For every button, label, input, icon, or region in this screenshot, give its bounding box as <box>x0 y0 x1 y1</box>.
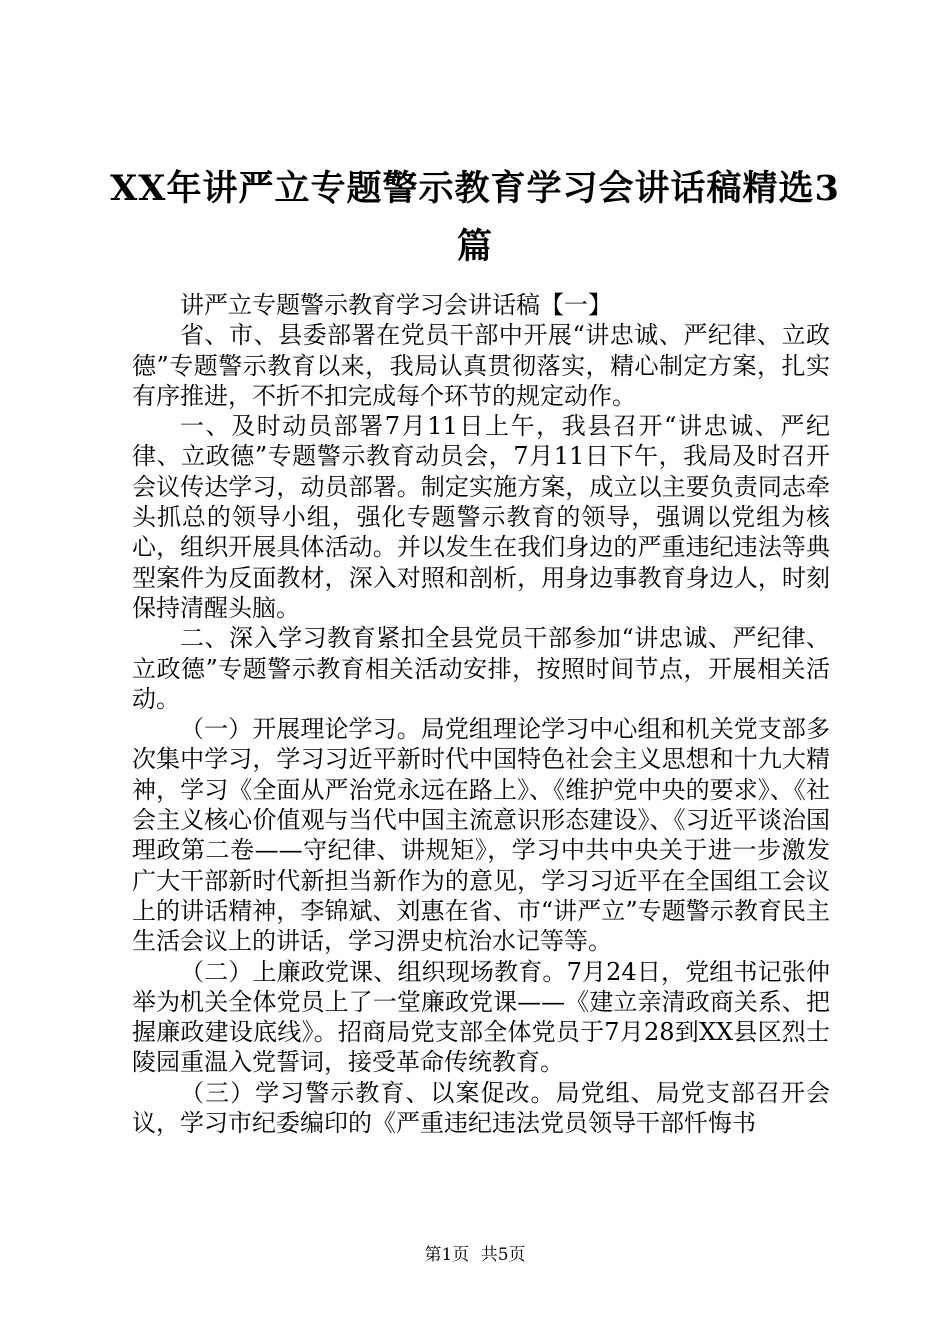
body-paragraph: （一）开展理论学习。局党组理论学习中心组和机关党支部多次集中学习，学习习近平新时代中国特色社会主义思想和十九大精神，学习《全面从严治党永远在路上》、《维护党中央的要求》、《社会主义核心价值观与当代中国主流意识形态建设》、《习近平谈治国理政第二卷——守纪律、讲规矩》，学习中共中央关于进一步激发广大干部新时代新担当新作为的意见，学习习近平在全国组工会议上的讲话精神，李锦斌、刘惠在省、市“讲严立”专题警示教育民主生活会议上的讲话，学习淠史杭治水记等等。 <box>132 715 830 956</box>
section-heading: 讲严立专题警示教育学习会讲话稿【一】 <box>180 291 612 319</box>
body-paragraph: 一、及时动员部署7月11日上午，我县召开“讲忠诚、严纪律、立政德”专题警示教育动员会，7月11日下午，我局及时召开会议传达学习，动员部署。制定实施方案，成立以主要负责同志牵头抓总的领导小组，强化专题警示教育的领导，强调以党组为核心，组织开展具体活动。并以发生在我们身边的严重违纪违法等典型案件为反面教材，深入对照和剖析，用身边事教育身边人，时刻保持清醒头脑。 <box>132 412 830 622</box>
document-body <box>132 290 830 1138</box>
body-paragraph: 省、市、县委部署在党员干部中开展“讲忠诚、严纪律、立政德”专题警示教育以来，我局认真贯彻落实，精心制定方案，扎实有序推进，不折不扣完成每个环节的规定动作。 <box>132 321 830 410</box>
body-paragraph: （三）学习警示教育、以案促改。局党组、局党支部召开会议，学习市纪委编印的《严重违纪违法党员领导干部忏悔书 <box>132 1078 830 1138</box>
page-number-footer: 第1页 共5页 <box>424 1245 526 1265</box>
document-title: XX年讲严立专题警示教育学习会讲话稿精选3篇 <box>110 168 840 267</box>
body-paragraph: 二、深入学习教育紧扣全县党员干部参加“讲忠诚、严纪律、立政德”专题警示教育相关活动安排，按照时间节点，开展相关活动。 <box>132 624 830 713</box>
body-paragraph: （二）上廉政党课、组织现场教育。7月24日，党组书记张仲举为机关全体党员上了一堂廉政党课——《建立亲清政商关系、把握廉政建设底线》。招商局党支部全体党员于7月28到XX县区烈士陵园重温入党誓词，接受革命传统教育。 <box>132 957 830 1077</box>
